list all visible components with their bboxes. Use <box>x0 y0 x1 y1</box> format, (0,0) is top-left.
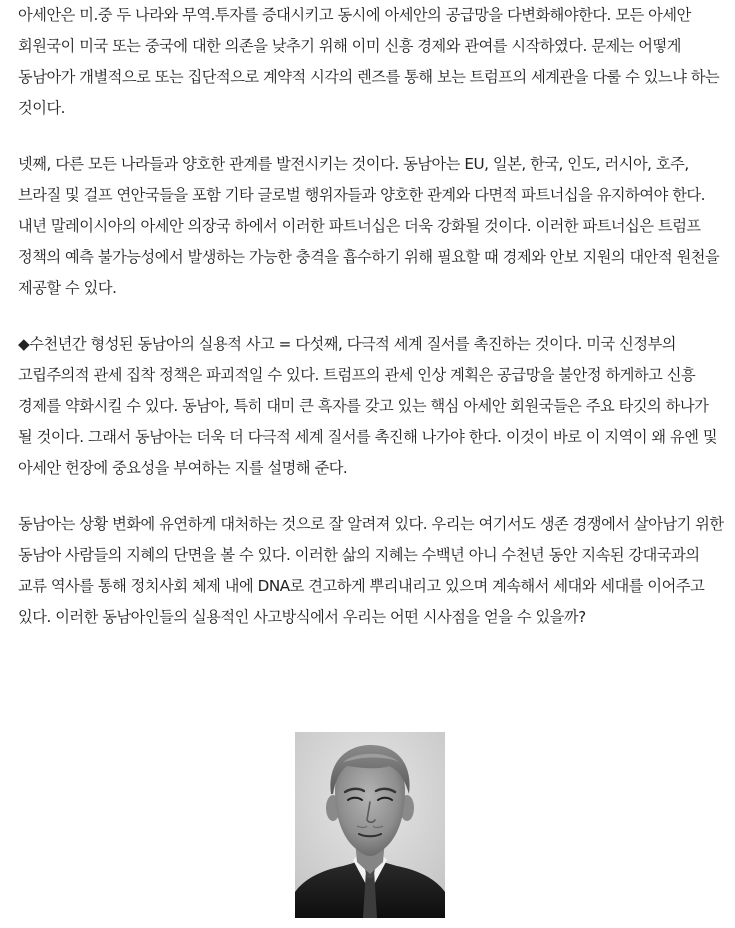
author-portrait-photo <box>295 732 445 918</box>
article-body <box>18 0 724 658</box>
paragraph-3: ◆수천년간 형성된 동남아의 실용적 사고 = 다섯째, 다극적 세계 질서를 촉진하는 것이다. 미국 신정부의 고립주의적 관세 집착 정책은 파괴적일 수 있다. 트럼프의 관세 인상 계획은 공급망을 불안정 하게하고 신흥 경제를 약화시킬 수 있다. 동남아, 특히 대미 큰 흑자를 갖고 있는 핵심 아세안 회원국들은 주요 타깃의 하나가 될 것이다. 그래서 동남아는 더욱 더 다극적 세계 질서를 촉진해 나가야 한다. 이것이 바로 이 지역이 왜 유엔 및 아세안 헌장에 중요성을 부여하는 지를 설명해 준다. <box>18 335 718 477</box>
author-portrait-image <box>295 732 445 918</box>
paragraph-1: 아세안은 미.중 두 나라와 무역.투자를 증대시키고 동시에 아세안의 공급망을 다변화해야한다. 모든 아세안 회원국이 미국 또는 중국에 대한 의존을 낮추기 위해 이미 신흥 경제와 관여를 시작하였다. 문제는 어떻게 동남아가 개별적으로 또는 집단적으로 계약적 시각의 렌즈를 통해 보는 트럼프의 세계관을 다룰 수 있느냐 하는 것이다. <box>18 6 720 117</box>
paragraph-4: 동남아는 상황 변화에 유연하게 대처하는 것으로 잘 알려져 있다. 우리는 여기서도 생존 경쟁에서 살아남기 위한 동남아 사람들의 지혜의 단면을 볼 수 있다. 이러한 삶의 지혜는 수백년 아니 수천년 동안 지속된 강대국과의 교류 역사를 통해 정치사회 체제 내에 DNA로 견고하게 뿌리내리고 있으며 계속해서 세대와 세대를 이어주고 있다. 이러한 동남아인들의 실용적인 사고방식에서 우리는 어떤 시사점을 얻을 수 있을까? <box>18 515 724 626</box>
paragraph-2: 넷째, 다른 모든 나라들과 양호한 관계를 발전시키는 것이다. 동남아는 EU, 일본, 한국, 인도, 러시아, 호주, 브라질 및 걸프 연안국들을 포함 기타 글로벌 행위자들과 양호한 관계와 다면적 파트너십을 유지하여야 한다. 내년 말레이시아의 아세안 의장국 하에서 이러한 파트너십은 더욱 강화될 것이다. 이러한 파트너십은 트럼프 정책의 예측 불가능성에서 발생하는 가능한 충격을 흡수하기 위해 필요할 때 경제와 안보 지원의 대안적 원천을 제공할 수 있다. <box>18 155 720 297</box>
